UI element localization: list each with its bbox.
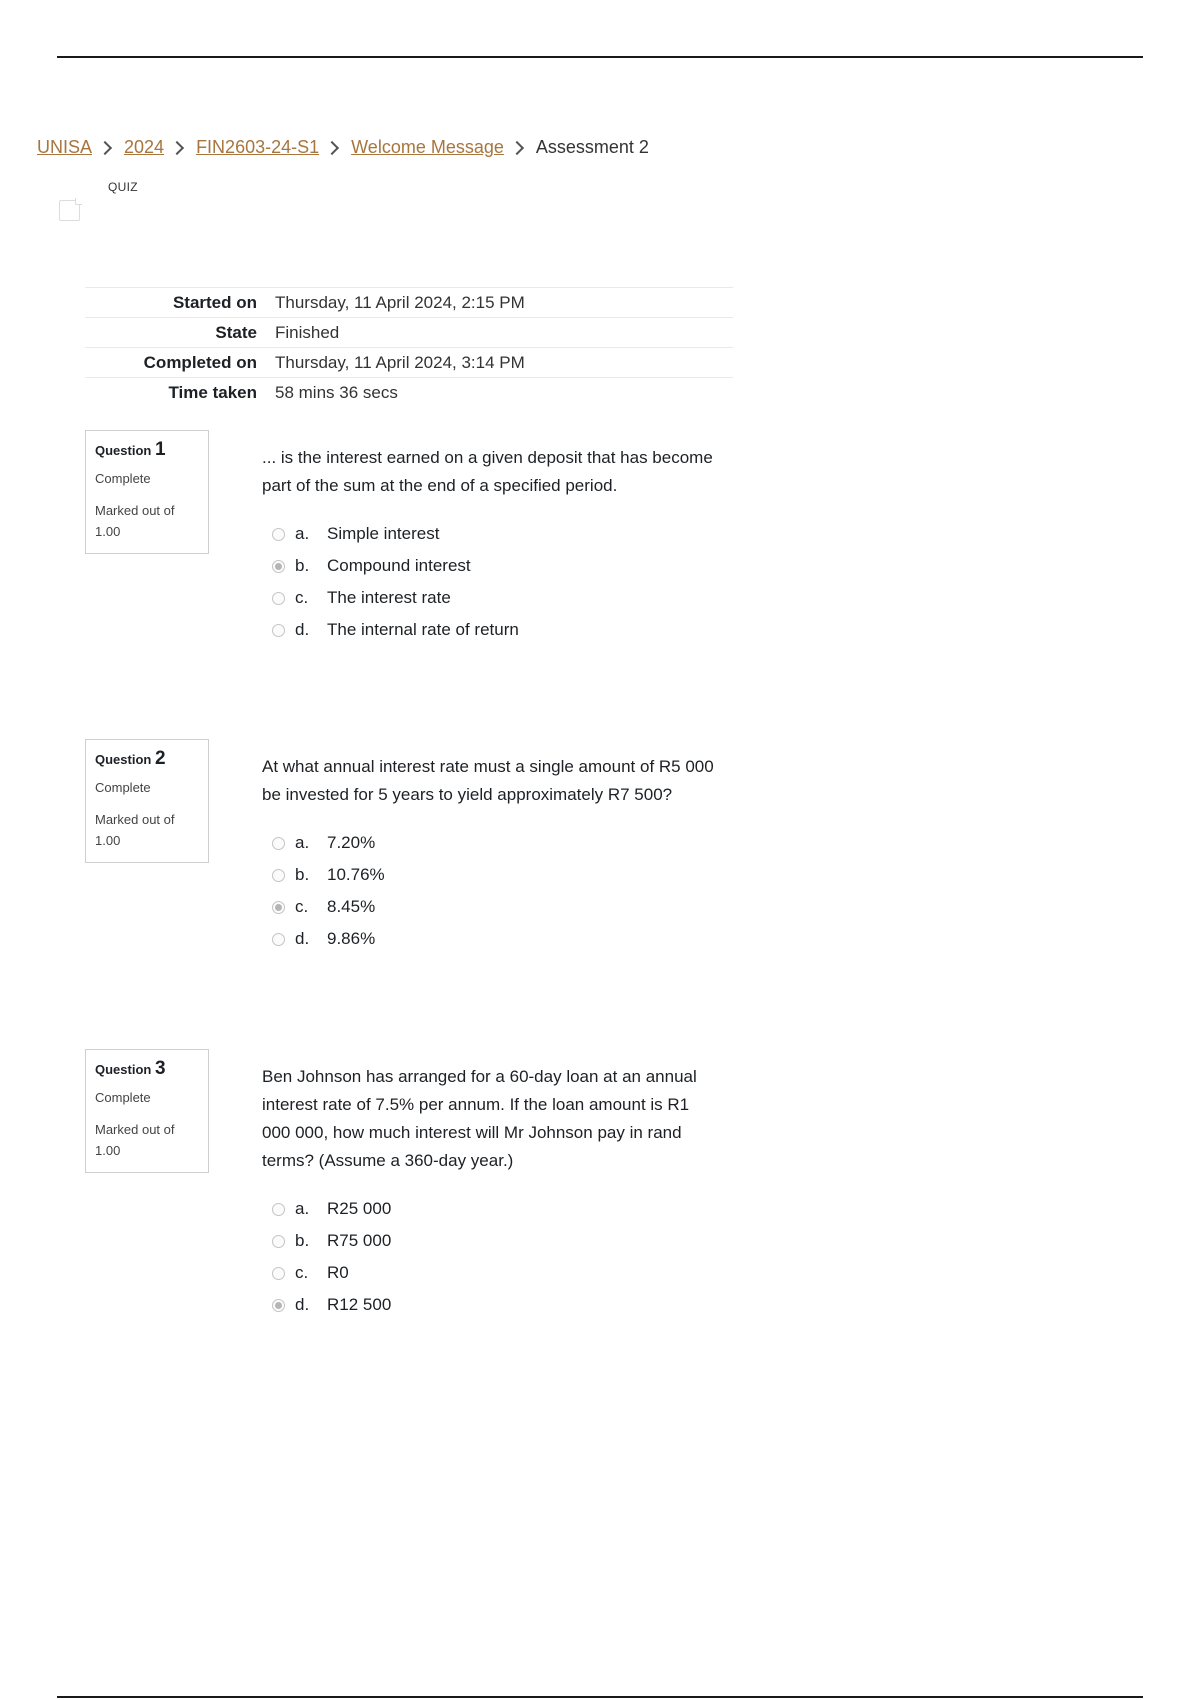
- answer-letter: d.: [295, 620, 310, 639]
- question-grade: Marked out of 1.00: [95, 1122, 175, 1158]
- answer-list: [262, 518, 722, 646]
- radio-button-selected[interactable]: [272, 901, 285, 914]
- answer-option[interactable]: [272, 1193, 722, 1225]
- summary-value: Finished: [275, 318, 733, 348]
- summary-row: [85, 318, 733, 348]
- question-content: [262, 753, 722, 955]
- answer-list: [262, 1193, 722, 1321]
- answer-letter: a.: [295, 833, 310, 852]
- question-info-box: [85, 1049, 209, 1173]
- answer-text: 10.76%: [327, 865, 385, 884]
- answer-option[interactable]: [272, 827, 722, 859]
- question-grade: Marked out of 1.00: [95, 503, 175, 539]
- answer-list: [262, 827, 722, 955]
- summary-row: [85, 348, 733, 378]
- summary-label: Started on: [85, 288, 275, 318]
- chevron-right-icon: [325, 140, 339, 154]
- question-content: [262, 444, 722, 646]
- answer-letter: d.: [295, 929, 310, 948]
- radio-button[interactable]: [272, 592, 285, 605]
- breadcrumb: [37, 137, 649, 158]
- question-number: [95, 1058, 199, 1080]
- answer-letter: c.: [295, 588, 309, 607]
- answer-option[interactable]: [272, 518, 722, 550]
- breadcrumb-link-course[interactable]: FIN2603-24-S1: [196, 137, 320, 157]
- chevron-right-icon: [510, 140, 524, 154]
- summary-value: Thursday, 11 April 2024, 3:14 PM: [275, 348, 733, 378]
- answer-text: R12 500: [327, 1295, 392, 1314]
- summary-row: [85, 378, 733, 408]
- answer-letter: d.: [295, 1295, 310, 1314]
- answer-text: Compound interest: [327, 556, 471, 575]
- answer-option[interactable]: [272, 1257, 722, 1289]
- breadcrumb-current: Assessment 2: [535, 137, 649, 157]
- answer-option[interactable]: [272, 614, 722, 646]
- answer-option[interactable]: [272, 891, 722, 923]
- activity-type-label: QUIZ: [108, 180, 138, 194]
- question-grade: Marked out of 1.00: [95, 812, 175, 848]
- answer-option[interactable]: [272, 1289, 722, 1321]
- question-number-value: 3: [154, 1058, 166, 1079]
- breadcrumb-link-unisa[interactable]: UNISA: [37, 137, 93, 157]
- radio-button-selected[interactable]: [272, 560, 285, 573]
- question-state: Complete: [95, 471, 151, 486]
- answer-text: R75 000: [327, 1231, 392, 1250]
- answer-option[interactable]: [272, 923, 722, 955]
- question-label: Question: [95, 443, 152, 458]
- answer-letter: a.: [295, 1199, 310, 1218]
- answer-text: 8.45%: [327, 897, 376, 916]
- bottom-divider: [57, 1696, 1143, 1698]
- question-label: Question: [95, 1062, 152, 1077]
- attempt-summary-table: [85, 287, 733, 408]
- radio-button[interactable]: [272, 933, 285, 946]
- answer-letter: c.: [295, 1263, 309, 1282]
- answer-text: The internal rate of return: [327, 620, 519, 639]
- answer-option[interactable]: [272, 859, 722, 891]
- question-label: Question: [95, 752, 152, 767]
- question-text: At what annual interest rate must a single amount of R5 000 be invested for 5 years to yield approximately R7 500?: [262, 757, 714, 804]
- radio-button[interactable]: [272, 1235, 285, 1248]
- answer-text: 7.20%: [327, 833, 376, 852]
- summary-label: State: [85, 318, 275, 348]
- summary-value: 58 mins 36 secs: [275, 378, 733, 408]
- chevron-right-icon: [170, 140, 184, 154]
- question-content: [262, 1063, 722, 1321]
- question-info-box: [85, 739, 209, 863]
- question-number: [95, 439, 199, 461]
- radio-button[interactable]: [272, 528, 285, 541]
- question-state: Complete: [95, 1090, 151, 1105]
- question-number-value: 1: [154, 439, 166, 460]
- answer-letter: b.: [295, 556, 310, 575]
- answer-letter: b.: [295, 865, 310, 884]
- question-text: Ben Johnson has arranged for a 60-day loan at an annual interest rate of 7.5% per annum. If the loan amount is R1 000 000, how much interest will Mr Johnson pay in rand terms? (Assume a 360-day year.): [262, 1067, 697, 1170]
- question-state: Complete: [95, 780, 151, 795]
- radio-button[interactable]: [272, 1267, 285, 1280]
- answer-option[interactable]: [272, 582, 722, 614]
- summary-row: [85, 288, 733, 318]
- answer-letter: a.: [295, 524, 310, 543]
- radio-button[interactable]: [272, 869, 285, 882]
- question-number-value: 2: [154, 748, 166, 769]
- summary-value: Thursday, 11 April 2024, 2:15 PM: [275, 288, 733, 318]
- radio-button[interactable]: [272, 1203, 285, 1216]
- breadcrumb-link-year[interactable]: 2024: [124, 137, 165, 157]
- chevron-right-icon: [98, 140, 112, 154]
- question-info-box: [85, 430, 209, 554]
- question-number: [95, 748, 199, 770]
- radio-button-selected[interactable]: [272, 1299, 285, 1312]
- summary-label: Time taken: [85, 378, 275, 408]
- top-divider: [57, 56, 1143, 58]
- quiz-icon: [59, 200, 80, 221]
- answer-text: The interest rate: [327, 588, 451, 607]
- answer-letter: b.: [295, 1231, 310, 1250]
- radio-button[interactable]: [272, 624, 285, 637]
- answer-option[interactable]: [272, 550, 722, 582]
- answer-text: 9.86%: [327, 929, 376, 948]
- radio-button[interactable]: [272, 837, 285, 850]
- answer-letter: c.: [295, 897, 309, 916]
- question-text: ... is the interest earned on a given deposit that has become part of the sum at the end of a specified period.: [262, 448, 713, 495]
- answer-text: R0: [327, 1263, 349, 1282]
- answer-option[interactable]: [272, 1225, 722, 1257]
- answer-text: R25 000: [327, 1199, 392, 1218]
- summary-label: Completed on: [85, 348, 275, 378]
- answer-text: Simple interest: [327, 524, 440, 543]
- breadcrumb-link-section[interactable]: Welcome Message: [351, 137, 504, 157]
